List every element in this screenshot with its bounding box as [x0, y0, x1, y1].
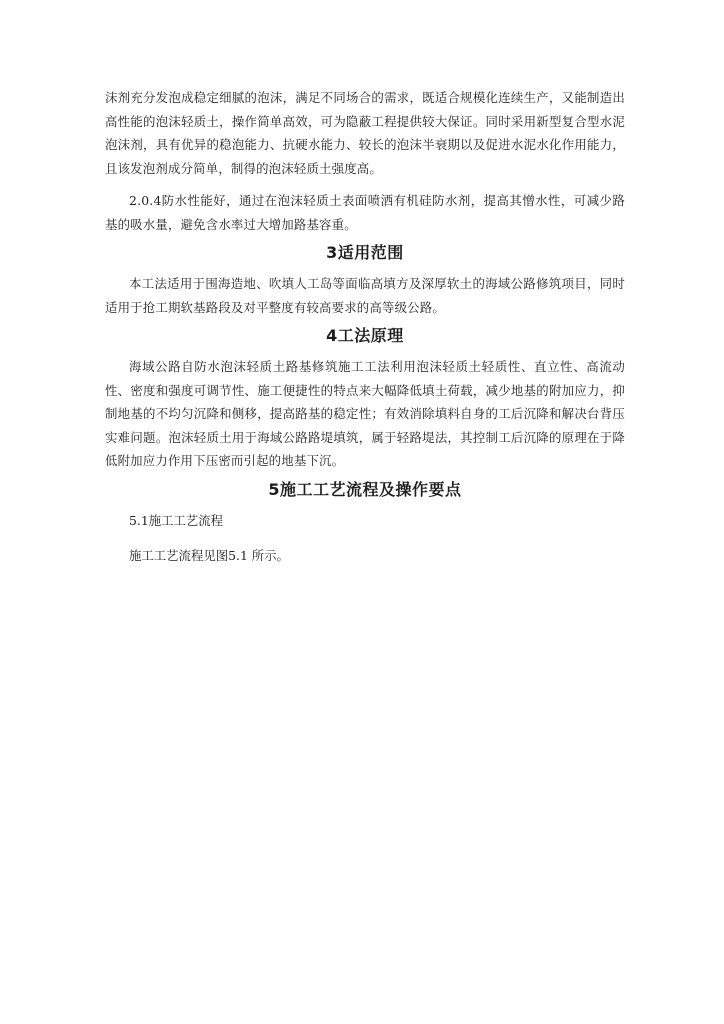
page-content [105, 86, 625, 568]
subsection-title-process-flow: 5.1施工工艺流程 [129, 512, 224, 528]
section-heading-scope: 3适用范围 [326, 243, 404, 262]
paragraph-scope: 本工法适用于围海造地、吹填人工岛等面临高填方及深厚软土的海域公路修筑项目，同时适用于抢工期软基路段及对平整度有较高要求的高等级公路。 [105, 276, 625, 315]
subsection-text-process-flow: 施工工艺流程见图5.1 所示。 [129, 548, 289, 563]
paragraph-foam-agent: 沫剂充分发泡成稳定细腻的泡沫，满足不同场合的需求，既适合规模化连续生产，又能制造出高性能的泡沫轻质土，操作简单高效，可为隐蔽工程提供较大保证。同时采用新型复合型水泥泡沫剂，具有优异的稳泡能力、抗硬水能力、较长的泡沫半衰期以及促进水泥水化作用能力，且该发泡剂成分简单，制得的泡沫轻质土强度高。 [105, 90, 625, 176]
paragraph-principle: 海域公路自防水泡沫轻质土路基修筑施工工法利用泡沫轻质土轻质性、直立性、高流动性、密度和强度可调节性、施工便捷性的特点来大幅降低填土荷载，减少地基的附加应力，抑制地基的不均匀沉降和侧移，提高路基的稳定性；有效消除填料自身的工后沉降和解决台背压实难问题。泡沫轻质土用于海域公路路堤填筑，属于轻路堤法，其控制工后沉降的原理在于降低附加应力作用下压密而引起的地基下沉。 [105, 359, 625, 468]
section-heading-process: 5施工工艺流程及操作要点 [268, 479, 462, 499]
paragraph-waterproof: 2.0.4防水性能好，通过在泡沫轻质土表面喷洒有机硅防水剂，提高其憎水性，可减少路基的吸水量，避免含水率过大增加路基容重。 [105, 193, 625, 232]
section-heading-principle: 4工法原理 [326, 326, 404, 345]
